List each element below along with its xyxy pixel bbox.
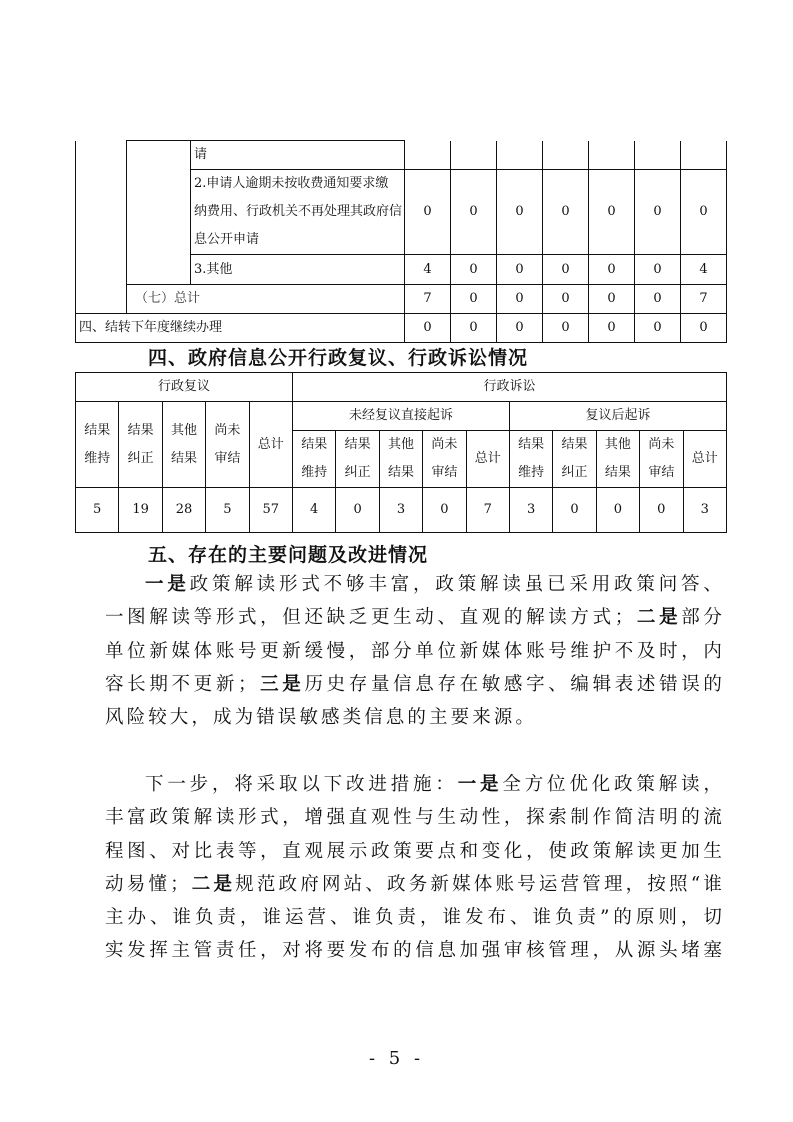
section-heading: 五、存在的主要问题及改进情况 xyxy=(148,544,429,566)
paragraph-problems xyxy=(105,568,725,734)
group-header-litigation: 行政诉讼 xyxy=(293,373,727,402)
group-header-review: 行政复议 xyxy=(76,373,293,402)
table-row xyxy=(76,141,727,170)
cell: 57 xyxy=(249,488,292,533)
row-label: 3.其他 xyxy=(191,255,405,285)
column-header: 结果 维持 xyxy=(76,402,119,488)
text-line: 一是政策解读形式不够丰富，政策解读虽已采用政策问答、 xyxy=(145,574,725,595)
text-line: 动易懂；二是规范政府网站、政务新媒体账号运营管理，按照“谁 xyxy=(105,873,725,895)
cell: 4 xyxy=(405,255,451,285)
cell xyxy=(681,141,727,170)
cell: 0 xyxy=(589,170,635,255)
table-row xyxy=(76,285,727,314)
cell: 0 xyxy=(681,170,727,255)
column-header: 结果 维持 xyxy=(509,431,552,488)
cell: 3 xyxy=(509,488,552,533)
text-line: 丰富政策解读形式，增强直观性与生动性，探索制作简洁明的流 xyxy=(105,807,725,829)
cell xyxy=(451,141,497,170)
column-header: 尚未 审结 xyxy=(423,431,466,488)
cell: 0 xyxy=(451,170,497,255)
section-heading: 四、政府信息公开行政复议、行政诉讼情况 xyxy=(148,347,529,369)
text-line: 主办、谁负责，谁运营、谁负责，谁发布、谁负责”的原则，切 xyxy=(105,907,725,929)
column-header: 尚未 审结 xyxy=(206,402,249,488)
row-label xyxy=(191,170,405,255)
cell: 7 xyxy=(681,285,727,314)
cell: 5 xyxy=(76,488,119,533)
text-line: 程图、对比表等，直观展示政策要点和变化，使政策解读更加生 xyxy=(105,840,725,862)
cell: 0 xyxy=(497,255,543,285)
text-line: 一图解读等形式，但还缺乏更生动、直观的解读方式；二是部分 xyxy=(105,607,725,629)
cell: 0 xyxy=(451,285,497,314)
column-header: 其他 结果 xyxy=(162,402,205,488)
cell: 0 xyxy=(497,314,543,343)
cell xyxy=(635,141,681,170)
page-number: - 5 - xyxy=(368,1048,425,1069)
cell: 28 xyxy=(162,488,205,533)
cell: 0 xyxy=(596,488,639,533)
cell: 0 xyxy=(543,170,589,255)
column-header: 总计 xyxy=(683,431,726,488)
cell: 0 xyxy=(589,255,635,285)
subgroup-header-direct: 未经复议直接起诉 xyxy=(293,402,510,431)
cell: 0 xyxy=(635,314,681,343)
cell: 0 xyxy=(635,255,681,285)
cell: 19 xyxy=(119,488,162,533)
cell: 0 xyxy=(405,314,451,343)
column-header: 结果 纠正 xyxy=(119,402,162,488)
review-litigation-table xyxy=(75,372,727,533)
column-header: 总计 xyxy=(466,431,509,488)
cell: 0 xyxy=(589,285,635,314)
cell: 0 xyxy=(543,314,589,343)
cell xyxy=(405,141,451,170)
cell xyxy=(589,141,635,170)
column-header: 尚未 审结 xyxy=(640,431,683,488)
table-header-row xyxy=(76,373,727,402)
text-line: 容长期不更新；三是历史存量信息存在敏感字、编辑表述错误的 xyxy=(105,673,725,695)
cell: 0 xyxy=(451,255,497,285)
column-header: 结果 纠正 xyxy=(336,431,379,488)
cell: 0 xyxy=(543,255,589,285)
table-row xyxy=(76,314,727,343)
cell xyxy=(497,141,543,170)
cell: 0 xyxy=(405,170,451,255)
text-line: 单位新媒体账号更新缓慢，部分单位新媒体账号维护不及时，内 xyxy=(105,640,725,662)
cell: 0 xyxy=(589,314,635,343)
cell: 0 xyxy=(423,488,466,533)
sub-category-cell xyxy=(127,141,191,285)
column-header: 总计 xyxy=(249,402,292,488)
cell: 0 xyxy=(543,285,589,314)
cell: 7 xyxy=(466,488,509,533)
cell: 3 xyxy=(683,488,726,533)
table-header-row xyxy=(76,402,727,431)
cell: 0 xyxy=(635,285,681,314)
cell: 3 xyxy=(379,488,422,533)
subgroup-header-after-review: 复议后起诉 xyxy=(509,402,726,431)
cell: 0 xyxy=(553,488,596,533)
cell: 0 xyxy=(497,285,543,314)
column-header: 结果 维持 xyxy=(293,431,336,488)
row-label-line: 2.申请人逾期未按收费通知要求缴 xyxy=(194,176,389,191)
cell xyxy=(543,141,589,170)
row-label-line: 纳费用、行政机关不再处理其政府信 xyxy=(194,204,403,219)
cell: 4 xyxy=(293,488,336,533)
outer-category-cell xyxy=(76,141,127,314)
text-line: 下一步，将采取以下改进措施：一是全方位优化政策解读， xyxy=(145,774,725,795)
cell: 0 xyxy=(336,488,379,533)
row-label: （七）总计 xyxy=(127,285,405,314)
table-row xyxy=(76,488,727,533)
cell: 0 xyxy=(497,170,543,255)
cell: 7 xyxy=(405,285,451,314)
cell: 5 xyxy=(206,488,249,533)
cell: 4 xyxy=(681,255,727,285)
column-header: 其他 结果 xyxy=(596,431,639,488)
row-label: 四、结转下年度继续办理 xyxy=(76,314,405,343)
row-label: 请 xyxy=(191,141,405,170)
row-label-line: 息公开申请 xyxy=(194,232,260,247)
text-line: 风险较大，成为错误敏感类信息的主要来源。 xyxy=(105,707,538,729)
cell: 0 xyxy=(640,488,683,533)
text-line: 实发挥主管责任，对将要发布的信息加强审核管理，从源头堵塞 xyxy=(105,940,725,962)
column-header: 其他 结果 xyxy=(379,431,422,488)
column-header: 结果 纠正 xyxy=(553,431,596,488)
cell: 0 xyxy=(681,314,727,343)
paragraph-improvements xyxy=(105,768,725,968)
cell: 0 xyxy=(451,314,497,343)
cell: 0 xyxy=(635,170,681,255)
disclosure-stats-table xyxy=(75,140,727,343)
